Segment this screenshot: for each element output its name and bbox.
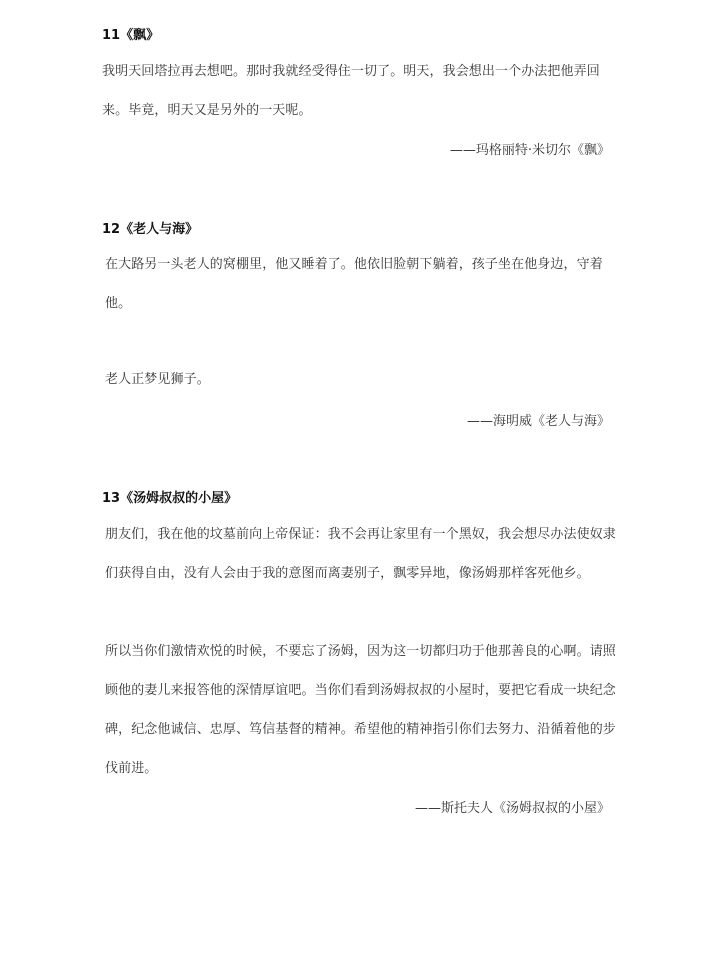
section-attribution: ——海明威《老人与海》 — [466, 414, 610, 429]
section-title-old-man-and-the-sea: 12《老人与海》 — [102, 222, 199, 237]
section-attribution: ——玛格丽特·米切尔《飘》 — [449, 143, 610, 158]
section-paragraph: 老人正梦见狮子。 — [105, 372, 210, 387]
section-title-uncle-toms-cabin: 13《汤姆叔叔的小屋》 — [102, 491, 238, 506]
section-paragraph: 我明天回塔拉再去想吧。那时我就经受得住一切了。明天，我会想出一个办法把他弄回来。毕竟，明天又是另外的一天呢。 — [102, 64, 600, 118]
section-paragraph: 朋友们，我在他的坟墓前向上帝保证：我不会再让家里有一个黑奴，我会想尽办法使奴隶们获得自由，没有人会由于我的意图而离妻别子，飘零异地，像汤姆那样客死他乡。 — [105, 527, 616, 581]
section-paragraph: 所以当你们激情欢悦的时候，不要忘了汤姆，因为这一切都归功于他那善良的心啊。请照顾他的妻儿来报答他的深情厚谊吧。当你们看到汤姆叔叔的小屋时，要把它看成一块纪念碑，纪念他诚信、忠厚、笃信基督的精神。希望他的精神指引你们去努力、沿循着他的步伐前进。 — [105, 644, 616, 776]
section-paragraph: 在大路另一头老人的窝棚里，他又睡着了。他依旧脸朝下躺着，孩子坐在他身边，守着他。 — [105, 257, 603, 311]
section-title-gone-with-the-wind: 11《飘》 — [102, 28, 160, 43]
section-attribution: ——斯托夫人《汤姆叔叔的小屋》 — [414, 801, 610, 816]
